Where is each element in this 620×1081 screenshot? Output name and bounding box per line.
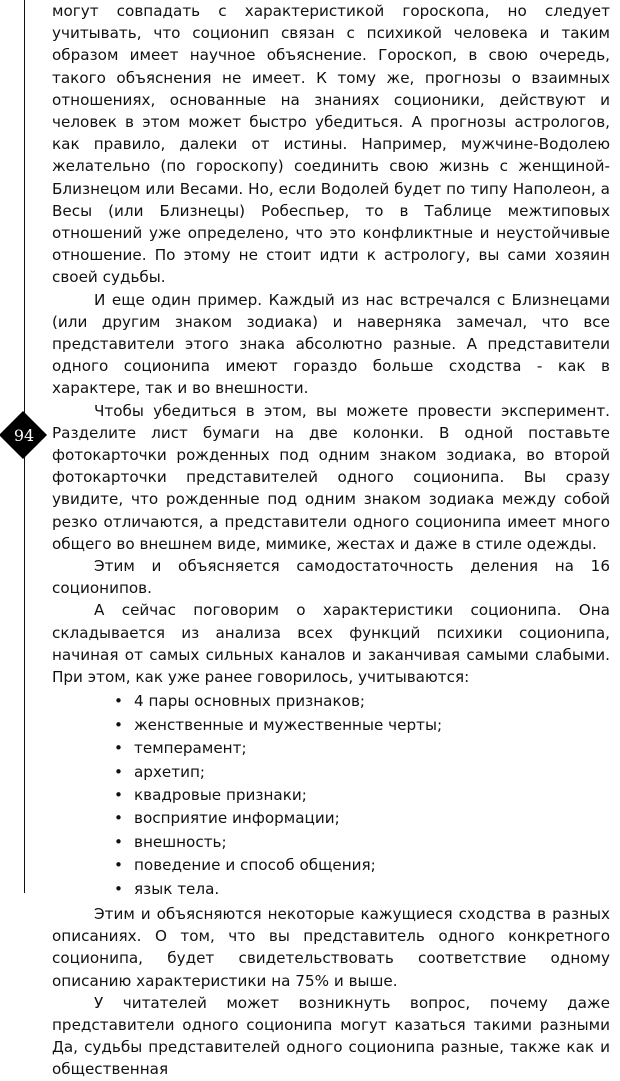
list-item: • внешность; <box>114 831 610 854</box>
paragraph: И еще один пример. Каждый из нас встречался с Близнецами (или другим знаком зодиака) и наверняка замечал, что все представители этого знака абсолютно разные. А представители одного соционипа имеют гораздо больше сходства - как в характере, так и во внешности. <box>52 290 610 398</box>
list-item: • поведение и способ общения; <box>114 854 610 877</box>
paragraph: Чтобы убедиться в этом, вы можете провести эксперимент. Разделите лист бумаги на две колонки. В одной поставьте фотокарточки рожденных под одним знаком зодиака, во второй фотокарточки представителей одного соционипа. Вы сразу увидите, что рожденные под одним знаком зодиака между собой резко отличаются, а представители одного соционипа имеет много общего во внешнем виде, мимике, жестах и даже в стиле одежды. <box>52 401 610 553</box>
list-item: • архетип; <box>114 761 610 784</box>
list-item: • язык тела. <box>114 878 610 901</box>
paragraph: У читателей может возникнуть вопрос, почему даже представители одного соционипа могут казаться такими разными Да, судьбы представителей одного соционипа разные, также как и общественная <box>52 993 610 1079</box>
paragraph: А сейчас поговорим о характеристики соционипа. Она складывается из анализа всех функций психики соционипа, начиная от самых сильных каналов и заканчивая самыми слабыми. При этом, как уже ранее говорилось, учитываются: <box>52 601 610 687</box>
list-item: • женственные и мужественные черты; <box>114 714 610 737</box>
paragraph: Этим и объясняется самодостаточность деления на 16 соционипов. <box>52 557 610 598</box>
page-number-badge <box>0 412 48 460</box>
page-number: 94 <box>13 426 35 445</box>
list-item: • квадровые признаки; <box>114 784 610 807</box>
page-body <box>52 0 610 1081</box>
list-item: • восприятие информации; <box>114 807 610 830</box>
paragraph: Этим и объясняются некоторые кажущиеся сходства в разных описаниях. О том, что вы представитель одного конкретного соционипа, будет свидетельствовать соответствие одному описанию характеристики на 75% и выше. <box>52 904 610 990</box>
paragraph: могут совпадать с характеристикой гороскопа, но следует учитывать, что соционип связан с психикой человека и таким образом имеет научное объяснение. Гороскоп, в свою очередь, такого объяснения не имеет. К тому же, прогнозы о взаимных отношениях, основанные на знаниях соционики, действуют и человек в этом может быстро убедиться. А прогнозы астрологов, как правило, далеки от истины. Например, мужчине-Водолею желательно (по гороскопу) соединить свою жизнь с женщиной-Близнецом или Весами. Но, если Водолей будет по типу Наполеон, а Весы (или Близнецы) Робеспьер, то в Таблице межтиповых отношений уже определено, что это конфликтные и неустойчивые отношение. По этому не стоит идти к астрологу, вы сами хозяин своей судьбы. <box>52 2 610 287</box>
list-item: • темперамент; <box>114 737 610 760</box>
characteristics-list <box>52 688 610 903</box>
list-item: • 4 пары основных признаков; <box>114 690 610 713</box>
